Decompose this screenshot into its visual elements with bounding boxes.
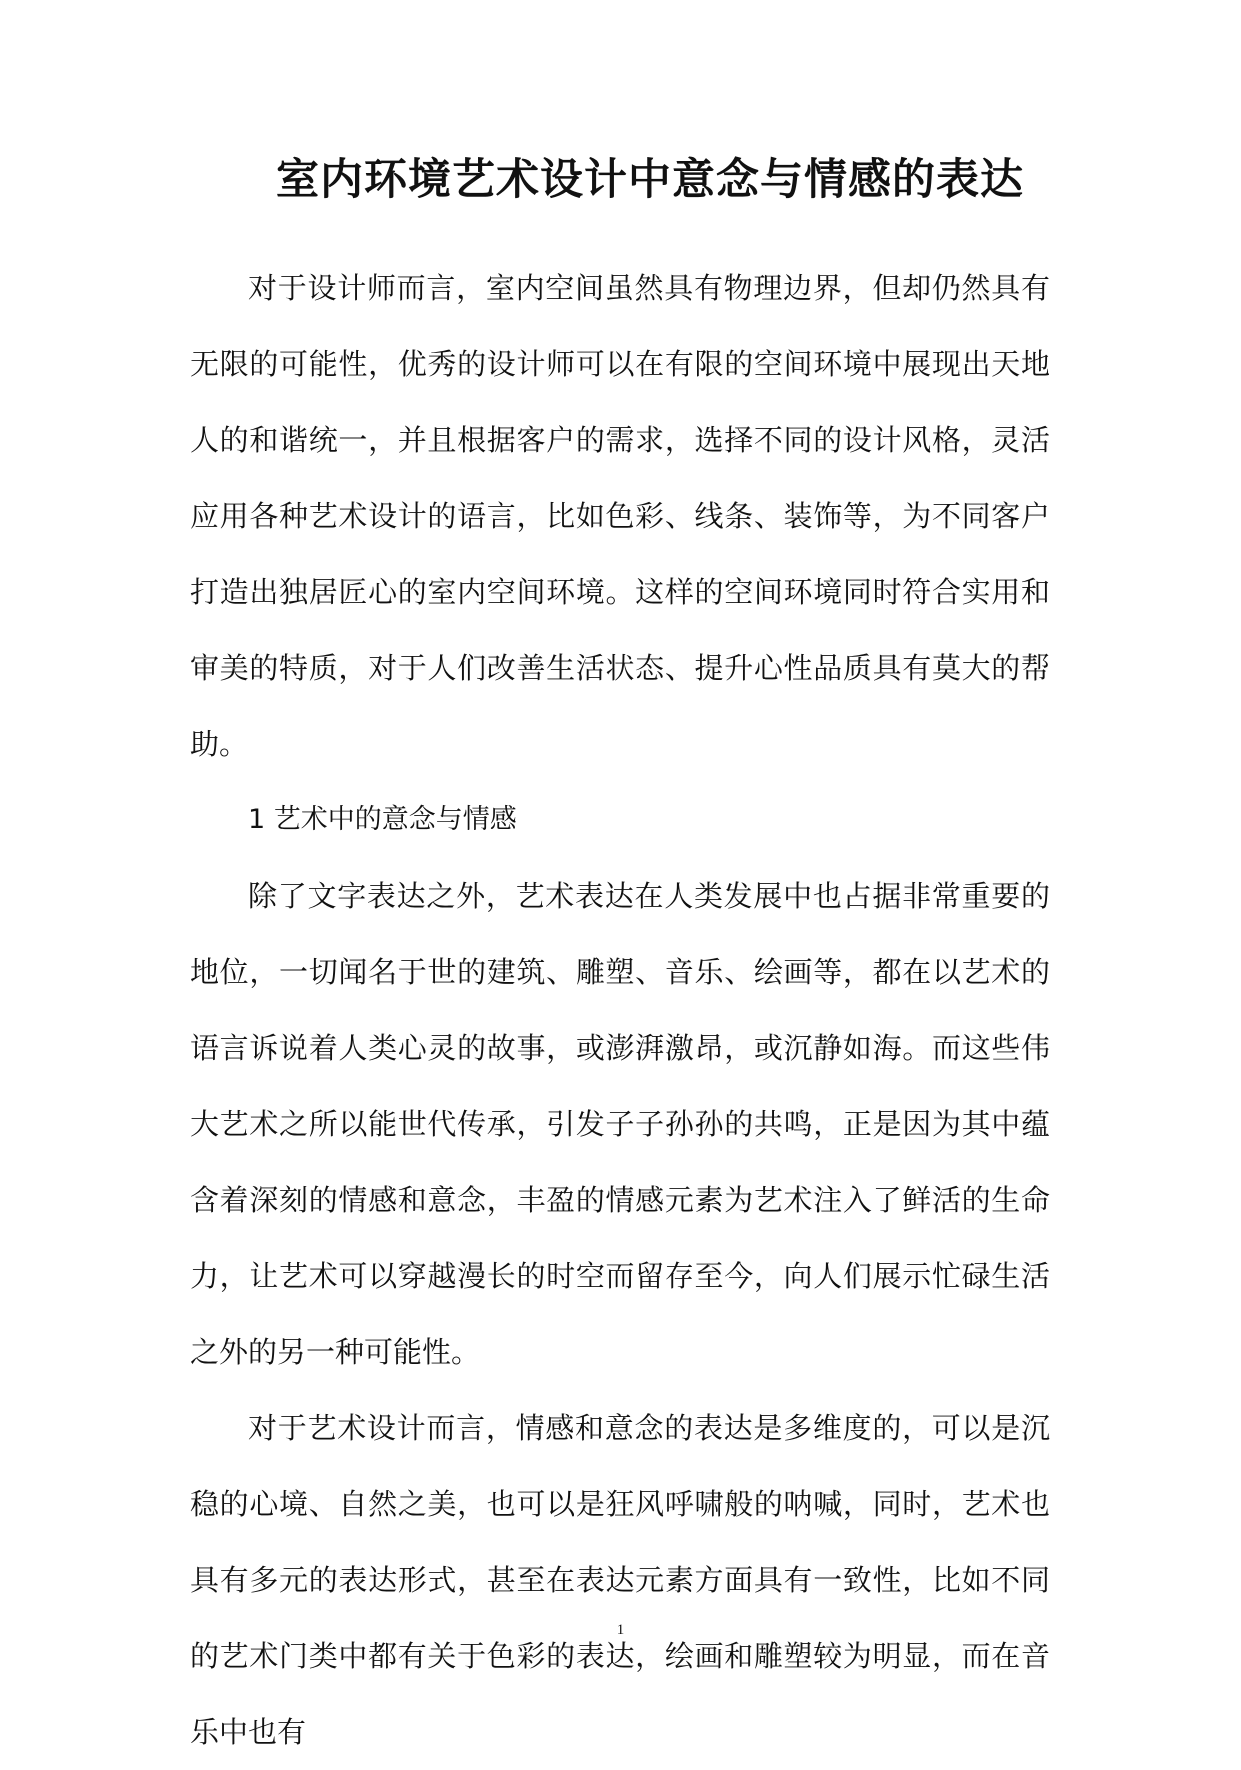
paragraph-art-expression: 除了文字表达之外，艺术表达在人类发展中也占据非常重要的地位，一切闻名于世的建筑、雕塑、音乐、绘画等，都在以艺术的语言诉说着人类心灵的故事，或澎湃激昂，或沉静如海。而这些伟大艺术之所以能世代传承，引发子子孙孙的共鸣，正是因为其中蕴含着深刻的情感和意念，丰盈的情感元素为艺术注入了鲜活的生命力，让艺术可以穿越漫长的时空而留存至今，向人们展示忙碌生活之外的另一种可能性。 <box>190 879 1050 1369</box>
section-heading: 1 艺术中的意念与情感 <box>248 804 517 835</box>
paragraph-art-design: 对于艺术设计而言，情感和意念的表达是多维度的，可以是沉稳的心境、自然之美，也可以是狂风呼啸般的呐喊，同时，艺术也具有多元的表达形式，甚至在表达元素方面具有一致性，比如不同的艺术门类中都有关于色彩的表达，绘画和雕塑较为明显，而在音乐中也有 <box>190 1411 1050 1749</box>
paragraph-intro: 对于设计师而言，室内空间虽然具有物理边界，但却仍然具有无限的可能性，优秀的设计师可以在有限的空间环境中展现出天地人的和谐统一，并且根据客户的需求，选择不同的设计风格，灵活应用各种艺术设计的语言，比如色彩、线条、装饰等，为不同客户打造出独居匠心的室内空间环境。这样的空间环境同时符合实用和审美的特质，对于人们改善生活状态、提升心性品质具有莫大的帮助。 <box>190 271 1050 761</box>
document-body <box>190 250 1050 1770</box>
document-title: 室内环境艺术设计中意念与情感的表达 <box>276 155 1024 205</box>
page-number: 1 <box>616 1622 625 1638</box>
